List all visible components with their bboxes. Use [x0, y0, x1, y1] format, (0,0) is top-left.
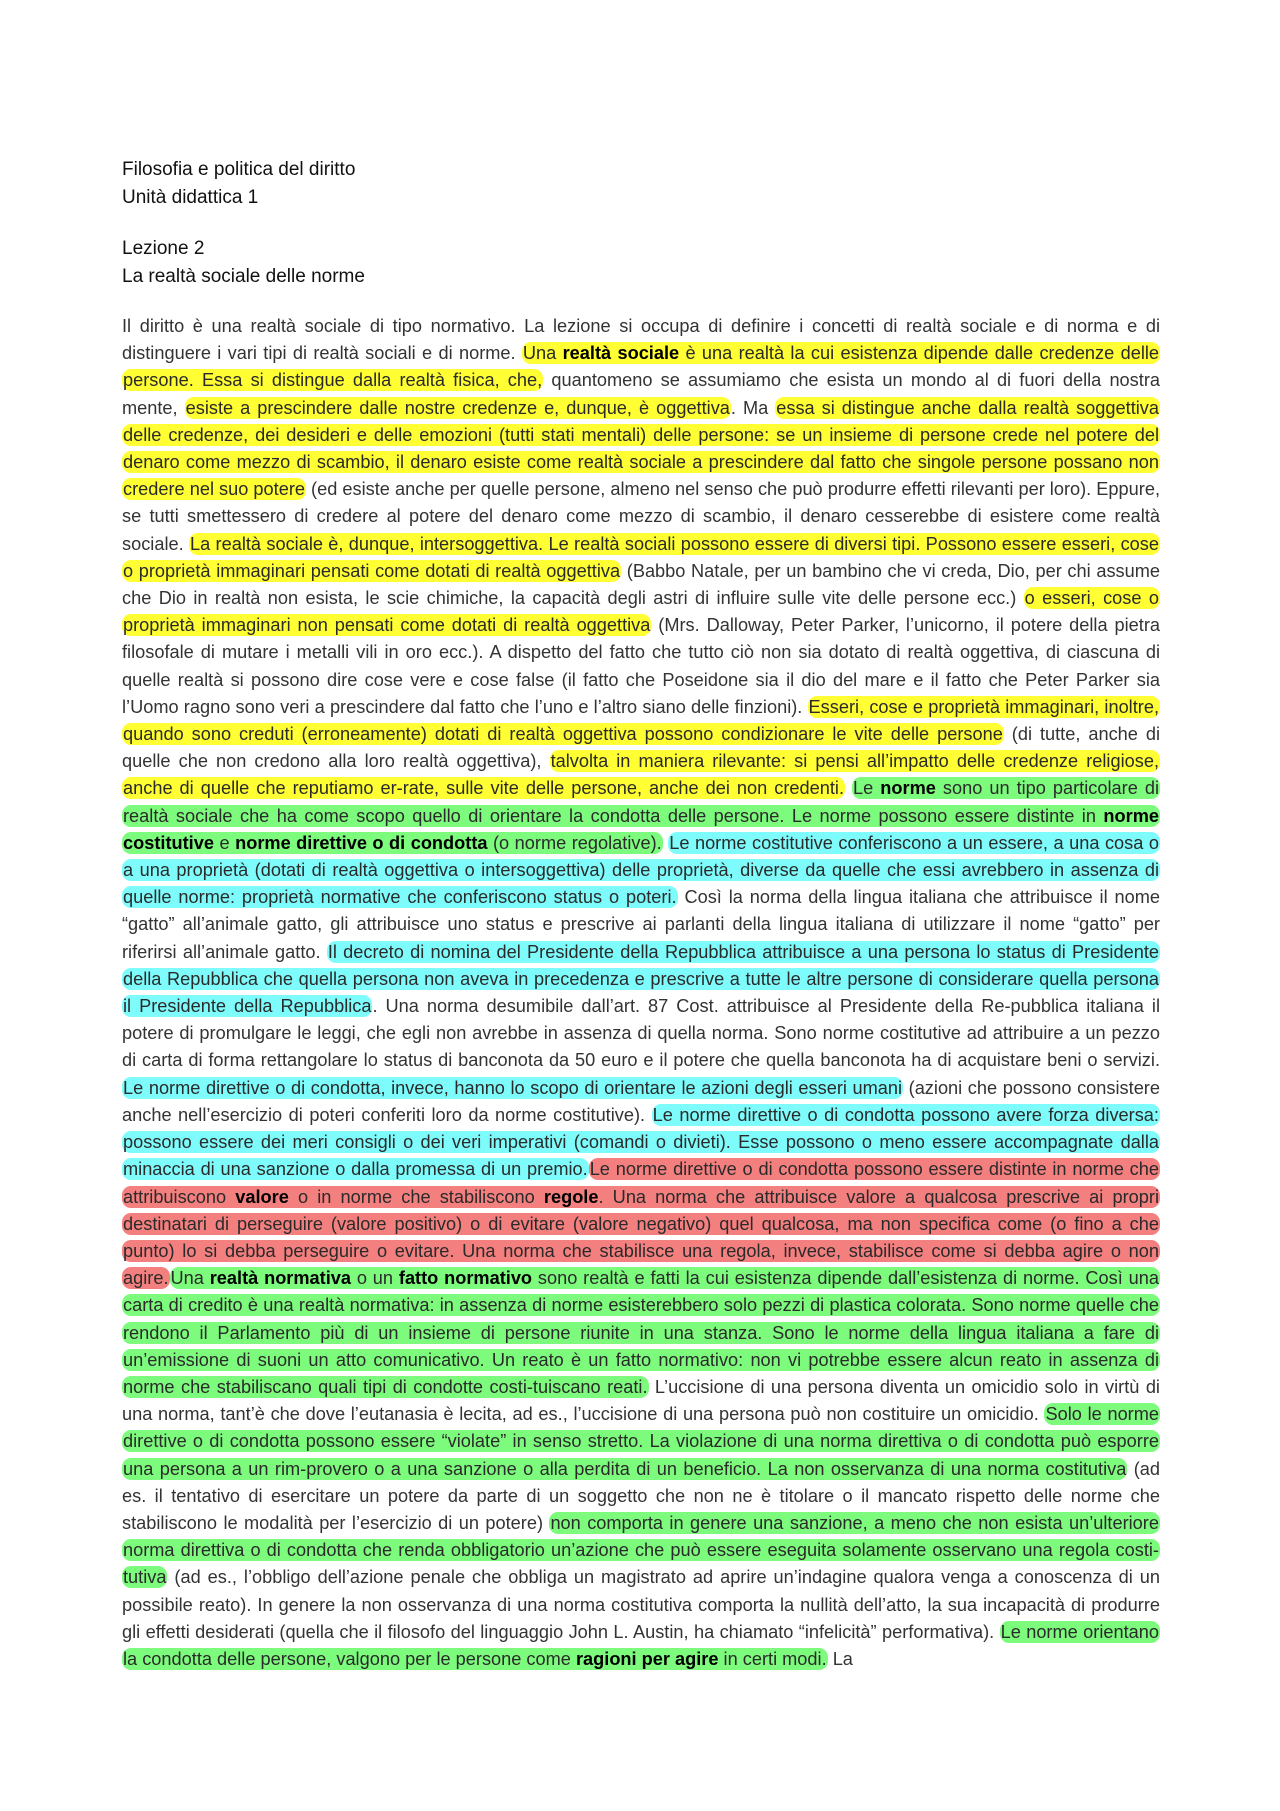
- highlight-yellow: o esseri, cose o proprietà immaginari non pensati come dotati di realtà oggettiva: [123, 588, 1159, 636]
- text-segment: Il diritto è una realtà sociale di tipo normativo. La lezione si occupa di definire i concetti di realtà sociale e di norma e di distinguere i vari tipi di realtà sociali e di norme.: [122, 316, 1160, 364]
- text-segment: . Una norma desumibile dall’art. 87 Cost. attribuisce al Presidente della Re-pubblica italiana il potere di promulgare le leggi, che egli non avrebbe in assenza di quella norma. Sono norme costitutive ad attribuire a un pezzo di carta di forma rettangolare lo status di banconota da 50 euro e il potere che quella banconota ha di acquistare beni o servizi.: [122, 996, 1160, 1071]
- text-segment: (di tutte, anche di quelle che non credono alla loro realtà oggettiva),: [122, 724, 1160, 772]
- highlight-green: Una realtà normativa o un fatto normativo sono realtà e fatti la cui esistenza dipende dall’esistenza di norme. Così una carta di credito è una realtà normativa: in assenza di norme esisterebbero solo pezzi di plastica colorata. Sono norme quelle che rendono il Parlamento più di un insieme di persone riunite in una stanza. Sono le norme della lingua italiana a fare di un’emissione di suoni un atto comunicativo. Un reato è un fatto normativo: non vi potrebbe essere alcun reato in assenza di norme che stabiliscano quali tipi di condotte costi-tuiscano reati.: [123, 1268, 1159, 1397]
- highlight-green: Solo le norme direttive o di condotta possono essere “violate” in senso stretto. La violazione di una norma direttiva o di condotta può esporre una persona a un rim-provero o a una sanzione o alla perdita di un beneficio. La non osservanza di una norma costitutiva: [123, 1404, 1160, 1479]
- bold-term: norme costitutive: [123, 805, 1159, 853]
- bold-term: realtà sociale: [562, 343, 680, 364]
- highlight-yellow: essa si distingue anche dalla realtà soggettiva delle credenze, dei desideri e delle emozioni (tutti stati mentali) delle persone: se un insieme di persone crede nel potere del denaro come mezzo di scambio, il denaro esiste come realtà sociale a prescindere dal fatto che singole persone possano non credere nel suo potere: [123, 397, 1159, 500]
- bold-term: norme: [880, 778, 936, 799]
- highlight-yellow: Una realtà sociale è una realtà la cui esistenza dipende dalle credenze delle persone. Essa si distingue dalla realtà fisica, che,: [123, 343, 1160, 391]
- lesson-topic: La realtà sociale delle norme: [122, 266, 365, 287]
- course-title: Filosofia e politica del diritto: [122, 159, 356, 180]
- text-segment: La: [827, 1648, 853, 1669]
- bold-term: regole: [543, 1186, 599, 1207]
- document-header: [122, 156, 1160, 291]
- highlight-green: Le norme sono un tipo particolare di realtà sociale che ha come scopo quello di orientare la condotta delle persone. Le norme possono essere distinte in norme costitutive e norme direttive o di condotta (o norme regolative).: [123, 778, 1159, 853]
- highlight-yellow: La realtà sociale è, dunque, intersoggettiva. Le realtà sociali possono essere di diversi tipi. Possono essere esseri, cose o proprietà immaginari pensati come dotati di realtà oggettiva: [123, 533, 1159, 581]
- bold-term: fatto normativo: [398, 1268, 533, 1289]
- highlight-cyan: Le norme costitutive conferiscono a un essere, a una cosa o a una proprietà (dotati di realtà oggettiva o intersoggettiva) delle proprietà, diverse da quelle che essi avrebbero in assenza di quelle norme: proprietà normative che conferiscono status o poteri.: [123, 832, 1159, 908]
- lesson-number: Lezione 2: [122, 238, 205, 259]
- body-paragraph: [122, 313, 1160, 1673]
- highlight-yellow: Esseri, cose e proprietà immaginari, inoltre, quando sono creduti (erroneamente) dotati di realtà oggettiva possono condizionare le vite delle persone: [123, 696, 1159, 745]
- text-segment: (Mrs. Dalloway, Peter Parker, l’unicorno, il potere della pietra filosofale di mutare i metalli vili in oro ecc.). A dispetto del fatto che tutto ciò non sia dotato di realtà oggettiva, di ciascuna di quelle realtà si possono dire cose vere e cose false (il fatto che Poseidone sia il dio del mare e il fatto che Peter Parker sia l’Uomo ragno sono veri a prescindere dal fatto che l’uno e l’altro siano delle finzioni).: [122, 615, 1160, 717]
- highlight-red: Le norme direttive o di condotta possono essere distinte in norme che attribuiscono valore o in norme che stabiliscono regole. Una norma che attribuisce valore a qualcosa prescrive ai propri destinatari di perseguire (valore positivo) o di evitare (valore negativo) quel qualcosa, ma non specifica come (o fino a che punto) lo si debba perseguire o evitare. Una norma che stabilisce una regola, invece, stabilisce come si debba agire o non agire.: [123, 1159, 1159, 1289]
- highlight-yellow: talvolta in maniera rilevante: si pensi all’impatto delle credenze religiose, anche di quelle che reputiamo er-rate, sulle vite delle persone, anche dei non credenti.: [123, 751, 1160, 799]
- highlight-cyan: Le norme direttive o di condotta possono avere forza diversa: possono essere dei meri consigli o dei veri imperativi (comandi o divieti). Esse possono o meno essere accompagnate dalla minaccia di una sanzione o dalla promessa di un premio.: [123, 1104, 1159, 1180]
- text-segment: . Ma: [730, 397, 776, 418]
- text-segment: L’uccisione di una persona diventa un omicidio solo in virtù di una norma, tant’è che dove l’eutanasia è lecita, ad es., l’uccisione di una persona può non costituire un omicidio.: [122, 1376, 1160, 1425]
- unit-title: Unità didattica 1: [122, 187, 259, 208]
- text-segment: quantomeno se assumiamo che esista un mondo al di fuori della nostra mente,: [122, 370, 1160, 418]
- bold-term: ragioni per agire: [575, 1648, 719, 1669]
- text-segment: (Babbo Natale, per un bambino che vi creda, Dio, per chi assume che Dio in realtà non esista, le scie chimiche, la capacità degli astri di influire sulle vite delle persone ecc.): [122, 560, 1161, 609]
- text-segment: (ed esiste anche per quelle persone, almeno nel senso che può produrre effetti rilevanti per loro). Eppure, se tutti smettessero di credere al potere del denaro come mezzo di scambio, il denaro cesserebbe di esistere come realtà sociale.: [122, 479, 1160, 554]
- bold-term: valore: [235, 1186, 289, 1207]
- highlight-green: Le norme orientano la condotta delle persone, valgono per le persone come ragioni per agire in certi modi.: [123, 1621, 1159, 1669]
- text-segment: (azioni che possono consistere anche nell’esercizio di poteri conferiti loro da norme costitutive).: [122, 1077, 1160, 1125]
- text-segment: Così la norma della lingua italiana che attribuisce il nome “gatto” all’animale gatto, gli attribuisce uno status e prescrive ai parlanti della lingua italiana di utilizzare il nome “gatto” per riferirsi all’animale gatto.: [122, 887, 1160, 962]
- bold-term: realtà normativa: [209, 1268, 352, 1289]
- bold-term: norme direttive o di condotta: [235, 832, 488, 853]
- highlight-cyan: Il decreto di nomina del Presidente della Repubblica attribuisce a una persona lo status di Presidente della Repubblica che quella persona non aveva in precedenza e prescrive a tutte le altre persone di considerare quella persona il Presidente della Repubblica: [123, 941, 1159, 1017]
- highlight-yellow: esiste a prescindere dalle nostre credenze e, dunque, è oggettiva: [185, 397, 730, 418]
- highlight-cyan: Le norme direttive o di condotta, invece, hanno lo scopo di orientare le azioni degli esseri umani: [123, 1077, 903, 1098]
- highlight-green: non comporta in genere una sanzione, a meno che non esista un’ulteriore norma direttiva o di condotta che renda obbligatorio un’azione che può essere eseguita solamente osservano una regola costi-tutiva: [123, 1512, 1159, 1588]
- text-segment: (ad es., l’obbligo dell’azione penale che obbliga un magistrato ad aprire un’indagine qualora venga a conoscenza di un possibile reato). In genere la non osservanza di una norma costitutiva comporta la nullità dell’atto, la sua incapacità di produrre gli effetti desiderati (quella che il filosofo del linguaggio John L. Austin, ha chiamato “infelicità” performativa).: [122, 1567, 1160, 1642]
- text-segment: (ad es. il tentativo di esercitare un potere da parte di un soggetto che non ne è titolare o il mancato rispetto delle norme che stabiliscono le modalità per l’esercizio di un potere): [122, 1458, 1160, 1533]
